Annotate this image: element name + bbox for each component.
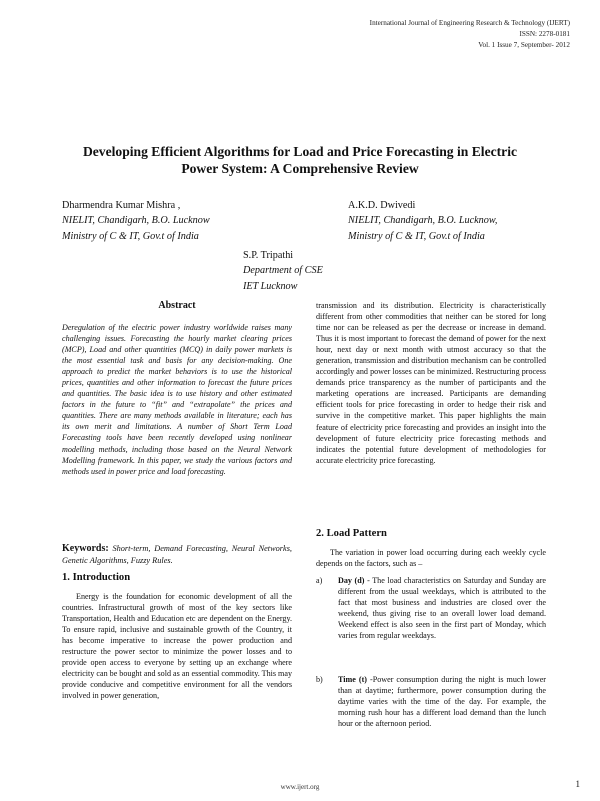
section-heading-load-pattern: 2. Load Pattern bbox=[316, 528, 387, 539]
author-name: S.P. Tripathi bbox=[243, 250, 294, 261]
issn: ISSN: 2278-0181 bbox=[519, 30, 570, 38]
author-block-2 bbox=[348, 198, 497, 244]
load-factor-list bbox=[316, 575, 546, 755]
journal-name: International Journal of Engineering Research & Technology (IJERT) bbox=[369, 19, 570, 27]
list-marker: a) bbox=[316, 576, 323, 585]
introduction-text: Energy is the foundation for economic development of all the countries. Infrastructural growth of most of the key sectors like Transportation, Health and Education etc are dependent on the Energy. To ensure rapid, inclusive and sustainable growth of the Country, it has become imperative to increase the power production and restructure the power sector to minimize the power losses and to provide open access to everyone by setting up an exchange where electricity can be bought and sold as an essential commodity. This may provide conducive and competitive environment for all the vendors involved in power generation, bbox=[62, 592, 292, 701]
section-heading-introduction: 1. Introduction bbox=[62, 572, 131, 583]
running-header bbox=[370, 18, 570, 51]
author-name: Dharmendra Kumar Mishra , bbox=[62, 200, 181, 211]
author-affiliation: NIELIT, Chandigarh, B.O. Lucknow, bbox=[348, 215, 498, 227]
keywords-label: Keywords: bbox=[62, 543, 109, 554]
author-name: A.K.D. Dwivedi bbox=[348, 200, 416, 211]
author-affiliation: Ministry of C & IT, Gov.t of India bbox=[62, 230, 199, 242]
right-column-text: transmission and its distribution. Electricity is characteristically different from other commodities that neither can be stored for long time nor can be released as per the decrease or increase in demand. Thus it is most important to forecast the demand of power for the next hour, next day or next month with utmost accuracy so that the generation, transmission and distribution mechanism can be controlled accordingly and power losses can be minimized. Restructuring process demands price transparency as the number of participants and the marketing operations are increased. Participants are demanding efficient tools for price forecasting in order to hedge their risk and survive in the competitive market. This paper highlights the main feature of electricity price forecasting and provides an insight into the development of future electricity price forecasting methods and indicates the potential future development of methodologies for accurate electricity price forecasting. bbox=[316, 301, 546, 465]
page-number: 1 bbox=[575, 779, 580, 789]
list-item bbox=[316, 674, 546, 729]
keywords bbox=[62, 543, 292, 568]
list-term: Time (t) bbox=[338, 675, 367, 684]
author-block-1 bbox=[62, 198, 210, 244]
author-affiliation: Department of CSE bbox=[243, 265, 323, 277]
keywords-text: Short-term, Demand Forecasting, Neural Networks, Genetic Algorithms, Fuzzy Rules. bbox=[62, 544, 293, 566]
paper-title: Developing Efficient Algorithms for Load and Price Forecasting in Electric Power System: A Comprehensive Review bbox=[82, 144, 518, 176]
load-pattern-intro: The variation in power load occurring during each weekly cycle depends on the factors, such as – bbox=[316, 548, 546, 569]
list-item bbox=[316, 575, 546, 641]
list-term: Day (d) bbox=[338, 576, 365, 585]
volume-issue: Vol. 1 Issue 7, September- 2012 bbox=[478, 41, 570, 49]
abstract-text: Deregulation of the electric power industry worldwide raises many challenging issues. Forecasting the hourly market clearing prices (MCP), Load and other quantities (MCQ) in daily power markets is the most essential task and basis for any decision-making. One approach to predict the market behaviors is to use the historical prices, quantities and other information to forecast the future prices and quantities. The basic idea is to use history and other estimated factors in the future to “fit” and “extrapolate” the prices and quantities. There are many methods available in literature; each has its own merit and limitations. A number of Short Term Load Forecasting tools have been recently developed using nonlinear modelling methods, including those based on the Neural Network Modelling framework. In this paper, we study the various factors and methods used in power price and load forecasting. bbox=[62, 323, 292, 476]
list-marker: b) bbox=[316, 675, 323, 684]
author-block-3 bbox=[243, 248, 323, 294]
list-text: - The load characteristics on Saturday and Sunday are different from the usual weekdays, which is attributed to the fact that most business and industries are closed over the weekend, thus giving rise to an overall lower load demand. Weekend effect is also seen in the first part of Monday, which varies from regular weekdays. bbox=[338, 576, 547, 641]
author-affiliation: IET Lucknow bbox=[243, 280, 298, 292]
author-affiliation: NIELIT, Chandigarh, B.O. Lucknow bbox=[62, 215, 210, 227]
list-text: -Power consumption during the night is much lower than at daytime; furthermore, power consumption during the daytime varies with the time of the day. For example, the morning rush hour has a different load demand than the lunch hour or the afternoon period. bbox=[338, 675, 546, 729]
footer-url: www.ijert.org bbox=[280, 783, 320, 791]
abstract-heading: Abstract bbox=[158, 300, 196, 311]
author-affiliation: Ministry of C & IT, Gov.t of India bbox=[348, 230, 485, 242]
